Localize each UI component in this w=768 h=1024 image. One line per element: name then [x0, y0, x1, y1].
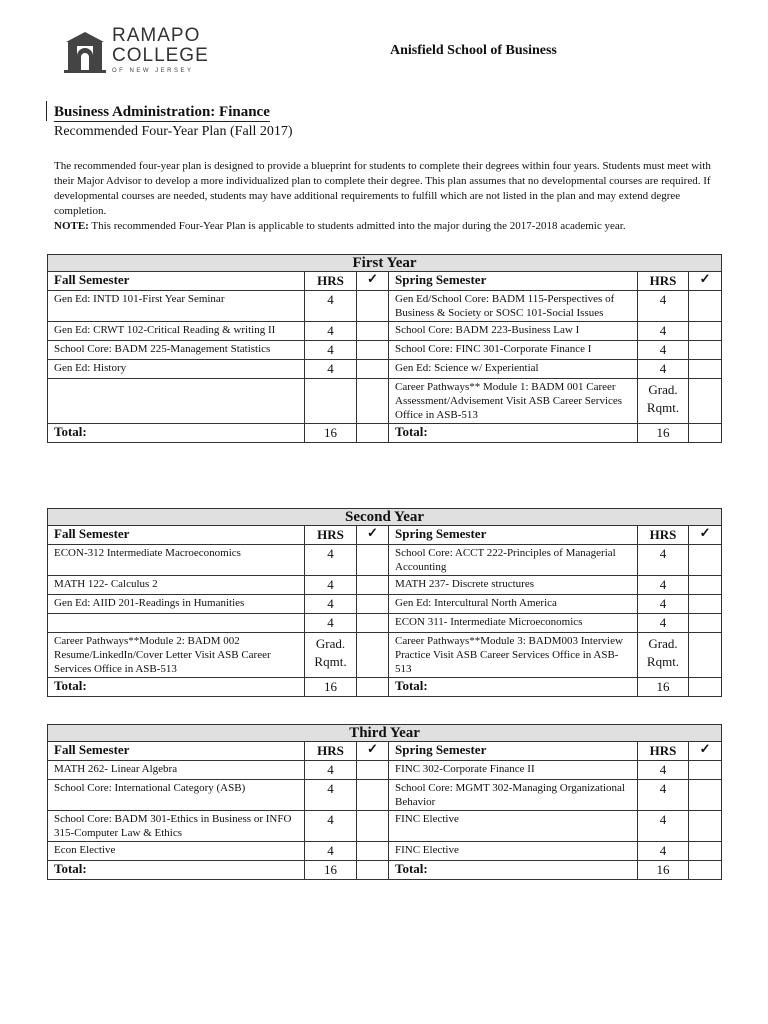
spring-total-label: Total:: [389, 861, 638, 880]
spring-total-hrs: 16: [638, 424, 689, 443]
fall-total-hrs: 16: [305, 861, 357, 880]
fall-course: [48, 614, 305, 633]
spring-semester-header: Spring Semester: [389, 742, 638, 761]
note-text: This recommended Four-Year Plan is applicable to students admitted into the major during the 2017-2018 academic year.: [88, 220, 626, 232]
spring-check-header: ✓: [689, 742, 722, 761]
fall-course: Career Pathways**Module 2: BADM 002 Resume/LinkedIn/Cover Letter Visit ASB Career Services Office in ASB-513: [48, 633, 305, 678]
spring-total-hrs: 16: [638, 861, 689, 880]
spring-total-check-cell: [689, 678, 722, 697]
course-row: [48, 633, 722, 678]
spring-check-header: ✓: [689, 526, 722, 545]
spring-course-hrs: 4: [638, 595, 689, 614]
fall-completion-check-cell[interactable]: [357, 614, 389, 633]
spring-total-check-cell: [689, 861, 722, 880]
spring-completion-check-cell[interactable]: [689, 360, 722, 379]
course-row: [48, 291, 722, 322]
spring-course: FINC 302-Corporate Finance II: [389, 761, 638, 780]
fall-total-label: Total:: [48, 861, 305, 880]
spring-completion-check-cell[interactable]: [689, 595, 722, 614]
spring-hrs-header: HRS: [638, 526, 689, 545]
spring-course: Gen Ed: Science w/ Experiential: [389, 360, 638, 379]
spring-course-hrs: 4: [638, 322, 689, 341]
fall-course-hrs: 4: [305, 780, 357, 811]
spring-course: School Core: MGMT 302-Managing Organizational Behavior: [389, 780, 638, 811]
fall-completion-check-cell[interactable]: [357, 633, 389, 678]
fall-semester-header: Fall Semester: [48, 742, 305, 761]
program-subtitle: Recommended Four-Year Plan (Fall 2017): [54, 124, 293, 139]
course-row: [48, 780, 722, 811]
spring-course-hrs: 4: [638, 360, 689, 379]
fall-course-hrs: 4: [305, 545, 357, 576]
column-header-row: [48, 272, 722, 291]
course-row: [48, 379, 722, 424]
logo-line-ramapo: RAMAPO: [112, 25, 201, 46]
spring-completion-check-cell[interactable]: [689, 811, 722, 842]
year-title: First Year: [48, 255, 722, 272]
spring-course-hrs: Grad. Rqmt.: [638, 633, 689, 678]
fall-course: Gen Ed: INTD 101-First Year Seminar: [48, 291, 305, 322]
fall-completion-check-cell[interactable]: [357, 811, 389, 842]
fall-course: Gen Ed: AIID 201-Readings in Humanities: [48, 595, 305, 614]
spring-course: Career Pathways**Module 3: BADM003 Interview Practice Visit ASB Career Services Office in ASB-513: [389, 633, 638, 678]
spring-completion-check-cell[interactable]: [689, 576, 722, 595]
fall-total-check-cell: [357, 678, 389, 697]
fall-completion-check-cell[interactable]: [357, 780, 389, 811]
spring-hrs-header: HRS: [638, 742, 689, 761]
note-label: NOTE:: [54, 220, 89, 232]
spring-course: School Core: BADM 223-Business Law I: [389, 322, 638, 341]
total-row: [48, 678, 722, 697]
fall-semester-header: Fall Semester: [48, 272, 305, 291]
year-header-row: [48, 725, 722, 742]
year-table: [47, 254, 722, 443]
fall-course-hrs: [305, 379, 357, 424]
spring-check-header: ✓: [689, 272, 722, 291]
spring-course: Gen Ed/School Core: BADM 115-Perspectives of Business & Society or SOSC 101-Social Issues: [389, 291, 638, 322]
spring-course: FINC Elective: [389, 811, 638, 842]
fall-hrs-header: HRS: [305, 272, 357, 291]
fall-check-header: ✓: [357, 272, 389, 291]
column-header-row: [48, 742, 722, 761]
spring-course: FINC Elective: [389, 842, 638, 861]
fall-course: MATH 122- Calculus 2: [48, 576, 305, 595]
fall-course-hrs: Grad. Rqmt.: [305, 633, 357, 678]
spring-completion-check-cell[interactable]: [689, 545, 722, 576]
spring-course: ECON 311- Intermediate Microeconomics: [389, 614, 638, 633]
spring-completion-check-cell[interactable]: [689, 291, 722, 322]
spring-course: School Core: FINC 301-Corporate Finance I: [389, 341, 638, 360]
spring-completion-check-cell[interactable]: [689, 842, 722, 861]
fall-check-header: ✓: [357, 742, 389, 761]
course-row: [48, 595, 722, 614]
spring-total-label: Total:: [389, 678, 638, 697]
year-table: [47, 508, 722, 697]
fall-total-hrs: 16: [305, 678, 357, 697]
spring-completion-check-cell[interactable]: [689, 633, 722, 678]
spring-course-hrs: Grad. Rqmt.: [638, 379, 689, 424]
fall-course-hrs: 4: [305, 291, 357, 322]
course-row: [48, 761, 722, 780]
fall-course-hrs: 4: [305, 811, 357, 842]
course-row: [48, 360, 722, 379]
fall-completion-check-cell[interactable]: [357, 379, 389, 424]
spring-course-hrs: 4: [638, 811, 689, 842]
fall-course: [48, 379, 305, 424]
course-row: [48, 545, 722, 576]
fall-course: Gen Ed: History: [48, 360, 305, 379]
fall-course: Econ Elective: [48, 842, 305, 861]
fall-completion-check-cell[interactable]: [357, 545, 389, 576]
fall-completion-check-cell[interactable]: [357, 576, 389, 595]
intro-text: The recommended four-year plan is designed to provide a blueprint for students to complete their degrees within four years. Students must meet with their Major Advisor to develop a more individualized plan to complete their degree. This plan assumes that no developmental courses are required. If developmental courses are needed, students may have additional requirements to fulfill which are not listed in the plan and may extend degree completion.: [54, 160, 711, 217]
fall-total-label: Total:: [48, 678, 305, 697]
fall-course: Gen Ed: CRWT 102-Critical Reading & writing II: [48, 322, 305, 341]
spring-semester-header: Spring Semester: [389, 272, 638, 291]
fall-course: School Core: BADM 301-Ethics in Business or INFO 315-Computer Law & Ethics: [48, 811, 305, 842]
course-row: [48, 811, 722, 842]
course-row: [48, 341, 722, 360]
spring-course-hrs: 4: [638, 614, 689, 633]
spring-hrs-header: HRS: [638, 272, 689, 291]
spring-course: MATH 237- Discrete structures: [389, 576, 638, 595]
fall-course-hrs: 4: [305, 360, 357, 379]
logo-line-college: COLLEGE: [112, 45, 209, 66]
spring-semester-header: Spring Semester: [389, 526, 638, 545]
course-row: [48, 322, 722, 341]
total-row: [48, 424, 722, 443]
fall-check-header: ✓: [357, 526, 389, 545]
intro-paragraph: [54, 159, 714, 234]
spring-course-hrs: 4: [638, 780, 689, 811]
spring-course-hrs: 4: [638, 341, 689, 360]
year-header-row: [48, 255, 722, 272]
college-logo: [62, 26, 212, 76]
fall-hrs-header: HRS: [305, 526, 357, 545]
fall-completion-check-cell[interactable]: [357, 341, 389, 360]
spring-course: Gen Ed: Intercultural North America: [389, 595, 638, 614]
course-row: [48, 576, 722, 595]
fall-course: School Core: BADM 225-Management Statistics: [48, 341, 305, 360]
spring-course: School Core: ACCT 222-Principles of Managerial Accounting: [389, 545, 638, 576]
fall-course-hrs: 4: [305, 614, 357, 633]
spring-total-hrs: 16: [638, 678, 689, 697]
fall-course-hrs: 4: [305, 761, 357, 780]
spring-completion-check-cell[interactable]: [689, 379, 722, 424]
school-name: Anisfield School of Business: [390, 43, 557, 58]
year-title: Third Year: [48, 725, 722, 742]
total-row: [48, 861, 722, 880]
course-row: [48, 614, 722, 633]
fall-completion-check-cell[interactable]: [357, 291, 389, 322]
year-header-row: [48, 509, 722, 526]
spring-course-hrs: 4: [638, 576, 689, 595]
fall-hrs-header: HRS: [305, 742, 357, 761]
fall-total-label: Total:: [48, 424, 305, 443]
fall-course-hrs: 4: [305, 576, 357, 595]
fall-course-hrs: 4: [305, 595, 357, 614]
text-cursor: [46, 101, 47, 121]
fall-completion-check-cell[interactable]: [357, 595, 389, 614]
spring-course-hrs: 4: [638, 842, 689, 861]
fall-completion-check-cell[interactable]: [357, 761, 389, 780]
fall-course-hrs: 4: [305, 322, 357, 341]
spring-total-check-cell: [689, 424, 722, 443]
spring-completion-check-cell[interactable]: [689, 341, 722, 360]
fall-course-hrs: 4: [305, 341, 357, 360]
fall-course: School Core: International Category (ASB): [48, 780, 305, 811]
fall-completion-check-cell[interactable]: [357, 842, 389, 861]
column-header-row: [48, 526, 722, 545]
fall-course: MATH 262- Linear Algebra: [48, 761, 305, 780]
gate-icon: [62, 28, 108, 74]
spring-completion-check-cell[interactable]: [689, 322, 722, 341]
fall-total-check-cell: [357, 861, 389, 880]
spring-course-hrs: 4: [638, 761, 689, 780]
course-row: [48, 842, 722, 861]
year-title: Second Year: [48, 509, 722, 526]
fall-completion-check-cell[interactable]: [357, 360, 389, 379]
fall-course: ECON-312 Intermediate Macroeconomics: [48, 545, 305, 576]
spring-completion-check-cell[interactable]: [689, 761, 722, 780]
fall-total-hrs: 16: [305, 424, 357, 443]
program-title: Business Administration: Finance: [54, 104, 270, 120]
fall-semester-header: Fall Semester: [48, 526, 305, 545]
spring-completion-check-cell[interactable]: [689, 780, 722, 811]
fall-course-hrs: 4: [305, 842, 357, 861]
logo-line-state: OF NEW JERSEY: [112, 68, 194, 74]
spring-course: Career Pathways** Module 1: BADM 001 Career Assessment/Advisement Visit ASB Career Services Office in ASB-513: [389, 379, 638, 424]
spring-course-hrs: 4: [638, 545, 689, 576]
spring-course-hrs: 4: [638, 291, 689, 322]
spring-total-label: Total:: [389, 424, 638, 443]
spring-completion-check-cell[interactable]: [689, 614, 722, 633]
year-table: [47, 724, 722, 880]
fall-total-check-cell: [357, 424, 389, 443]
fall-completion-check-cell[interactable]: [357, 322, 389, 341]
